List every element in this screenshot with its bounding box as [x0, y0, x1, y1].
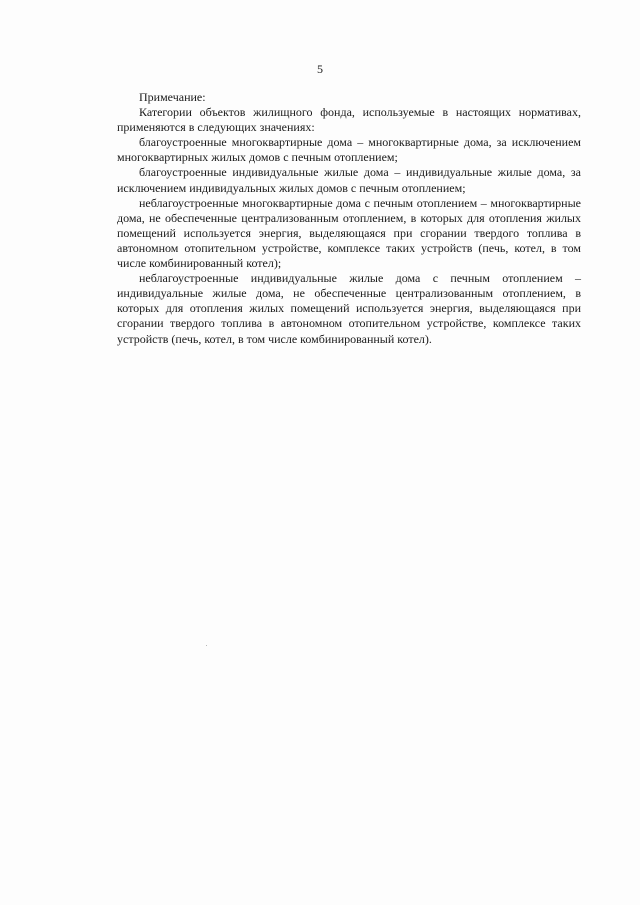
paragraph-comfortable-individual-houses: благоустроенные индивидуальные жилые дома – индивидуальные жилые дома, за исключением индивидуальных жилых домов с печным отоплением; [117, 165, 581, 195]
paragraph-intro: Категории объектов жилищного фонда, используемые в настоящих нормативах, применяются в следующих значениях: [117, 105, 581, 135]
paragraph-stove-heated-apartment-buildings: неблагоустроенные многоквартирные дома с печным отоплением – многоквартирные дома, не обеспеченные централизованным отоплением, в которых для отопления жилых помещений используется энергия, выделяющаяся при сгорании твердого топлива в автономном отопительном устройстве, комплексе таких устройств (печь, котел, в том числе комбинированный котел); [117, 195, 581, 271]
note-label: Примечание: [139, 90, 206, 104]
paragraph-comfortable-apartment-buildings: благоустроенные многоквартирные дома – многоквартирные дома, за исключением многоквартирных жилых домов с печным отоплением; [117, 135, 581, 165]
note-section [117, 90, 581, 347]
paragraph-stove-heated-individual-houses: неблагоустроенные индивидуальные жилые дома с печным отоплением – индивидуальные жилые дома, не обеспеченные централизованным отоплением, в которых для отопления жилых помещений используется энергия, выделяющаяся при сгорании твердого топлива в автономном отопительном устройстве, комплексе таких устройств (печь, котел, в том числе комбинированный котел). [117, 271, 581, 346]
page-number: 5 [317, 62, 323, 76]
scan-speck [206, 645, 207, 646]
